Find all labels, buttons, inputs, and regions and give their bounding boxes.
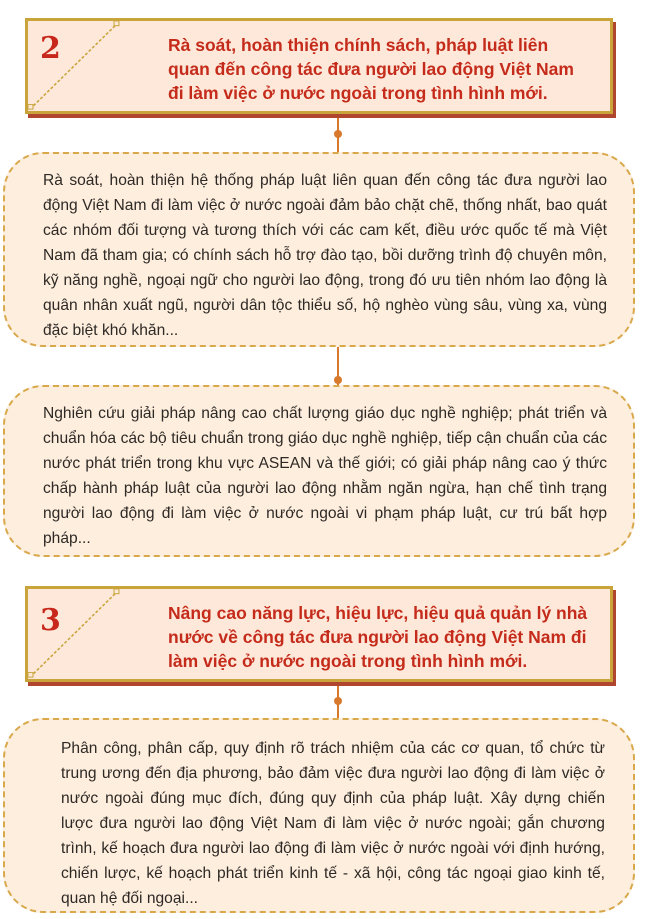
section-2-paragraph-2: Nghiên cứu giải pháp nâng cao chất lượng giáo dục nghề nghiệp; phát triển và chuẩn hóa các bộ tiêu chuẩn trong giáo dục nghề nghiệp, tiếp cận chuẩn của các nước phát triển trong khu vực ASEAN và thế giới; có giải pháp nâng cao ý thức chấp hành pháp luật của người lao động nhằm ngăn ngừa, hạn chế tình trạng người lao động đi làm việc ở nước ngoài vi phạm pháp luật, cư trú bất hợp pháp... (43, 405, 607, 547)
section-3-number-area (28, 589, 120, 679)
section-2-title: Rà soát, hoàn thiện chính sách, pháp luật liên quan đến công tác đưa người lao động Việt Nam đi làm việc ở nước ngoài trong tình hình mới. (168, 35, 574, 103)
section-2-card-2 (3, 385, 635, 557)
connector-dot (334, 697, 342, 705)
section-2-number-area (28, 21, 120, 111)
connector-dot (334, 376, 342, 384)
section-3-card-1 (3, 718, 635, 913)
connector-dot (334, 130, 342, 138)
section-2-paragraph-1: Rà soát, hoàn thiện hệ thống pháp luật liên quan đến công tác đưa người lao động Việt Nam đi làm việc ở nước ngoài đảm bảo chặt chẽ, thống nhất, bao quát các nhóm đối tượng và tương thích với các cam kết, điều ước quốc tế mà Việt Nam đã tham gia; có chính sách hỗ trợ đào tạo, bồi dưỡng trình độ chuyên môn, kỹ năng nghề, ngoại ngữ cho người lao động, trong đó ưu tiên nhóm lao động là quân nhân xuất ngũ, người dân tộc thiểu số, hộ nghèo vùng sâu, vùng xa, vùng đặc biệt khó khăn... (43, 172, 607, 339)
section-3-header (25, 586, 613, 682)
section-3-title: Nâng cao năng lực, hiệu lực, hiệu quả quản lý nhà nước về công tác đưa người lao động Việt Nam đi làm việc ở nước ngoài trong tình hình mới. (168, 603, 588, 671)
section-2-number: 2 (40, 31, 61, 66)
section-2-header (25, 18, 613, 114)
section-3-paragraph-1: Phân công, phân cấp, quy định rõ trách nhiệm của các cơ quan, tổ chức từ trung ương đến địa phương, bảo đảm việc đưa người lao động đi làm việc ở nước ngoài đúng mục đích, đúng quy định của pháp luật. Xây dựng chiến lược đưa người lao động Việt Nam đi làm việc ở nước ngoài; gắn chương trình, kế hoạch đưa người lao động đi làm việc ở nước ngoài với định hướng, chiến lược, kế hoạch phát triển kinh tế - xã hội, công tác ngoại giao kinh tế, quan hệ đối ngoại... (61, 740, 605, 907)
section-3-number: 3 (40, 603, 61, 638)
section-2-card-1 (3, 152, 635, 347)
